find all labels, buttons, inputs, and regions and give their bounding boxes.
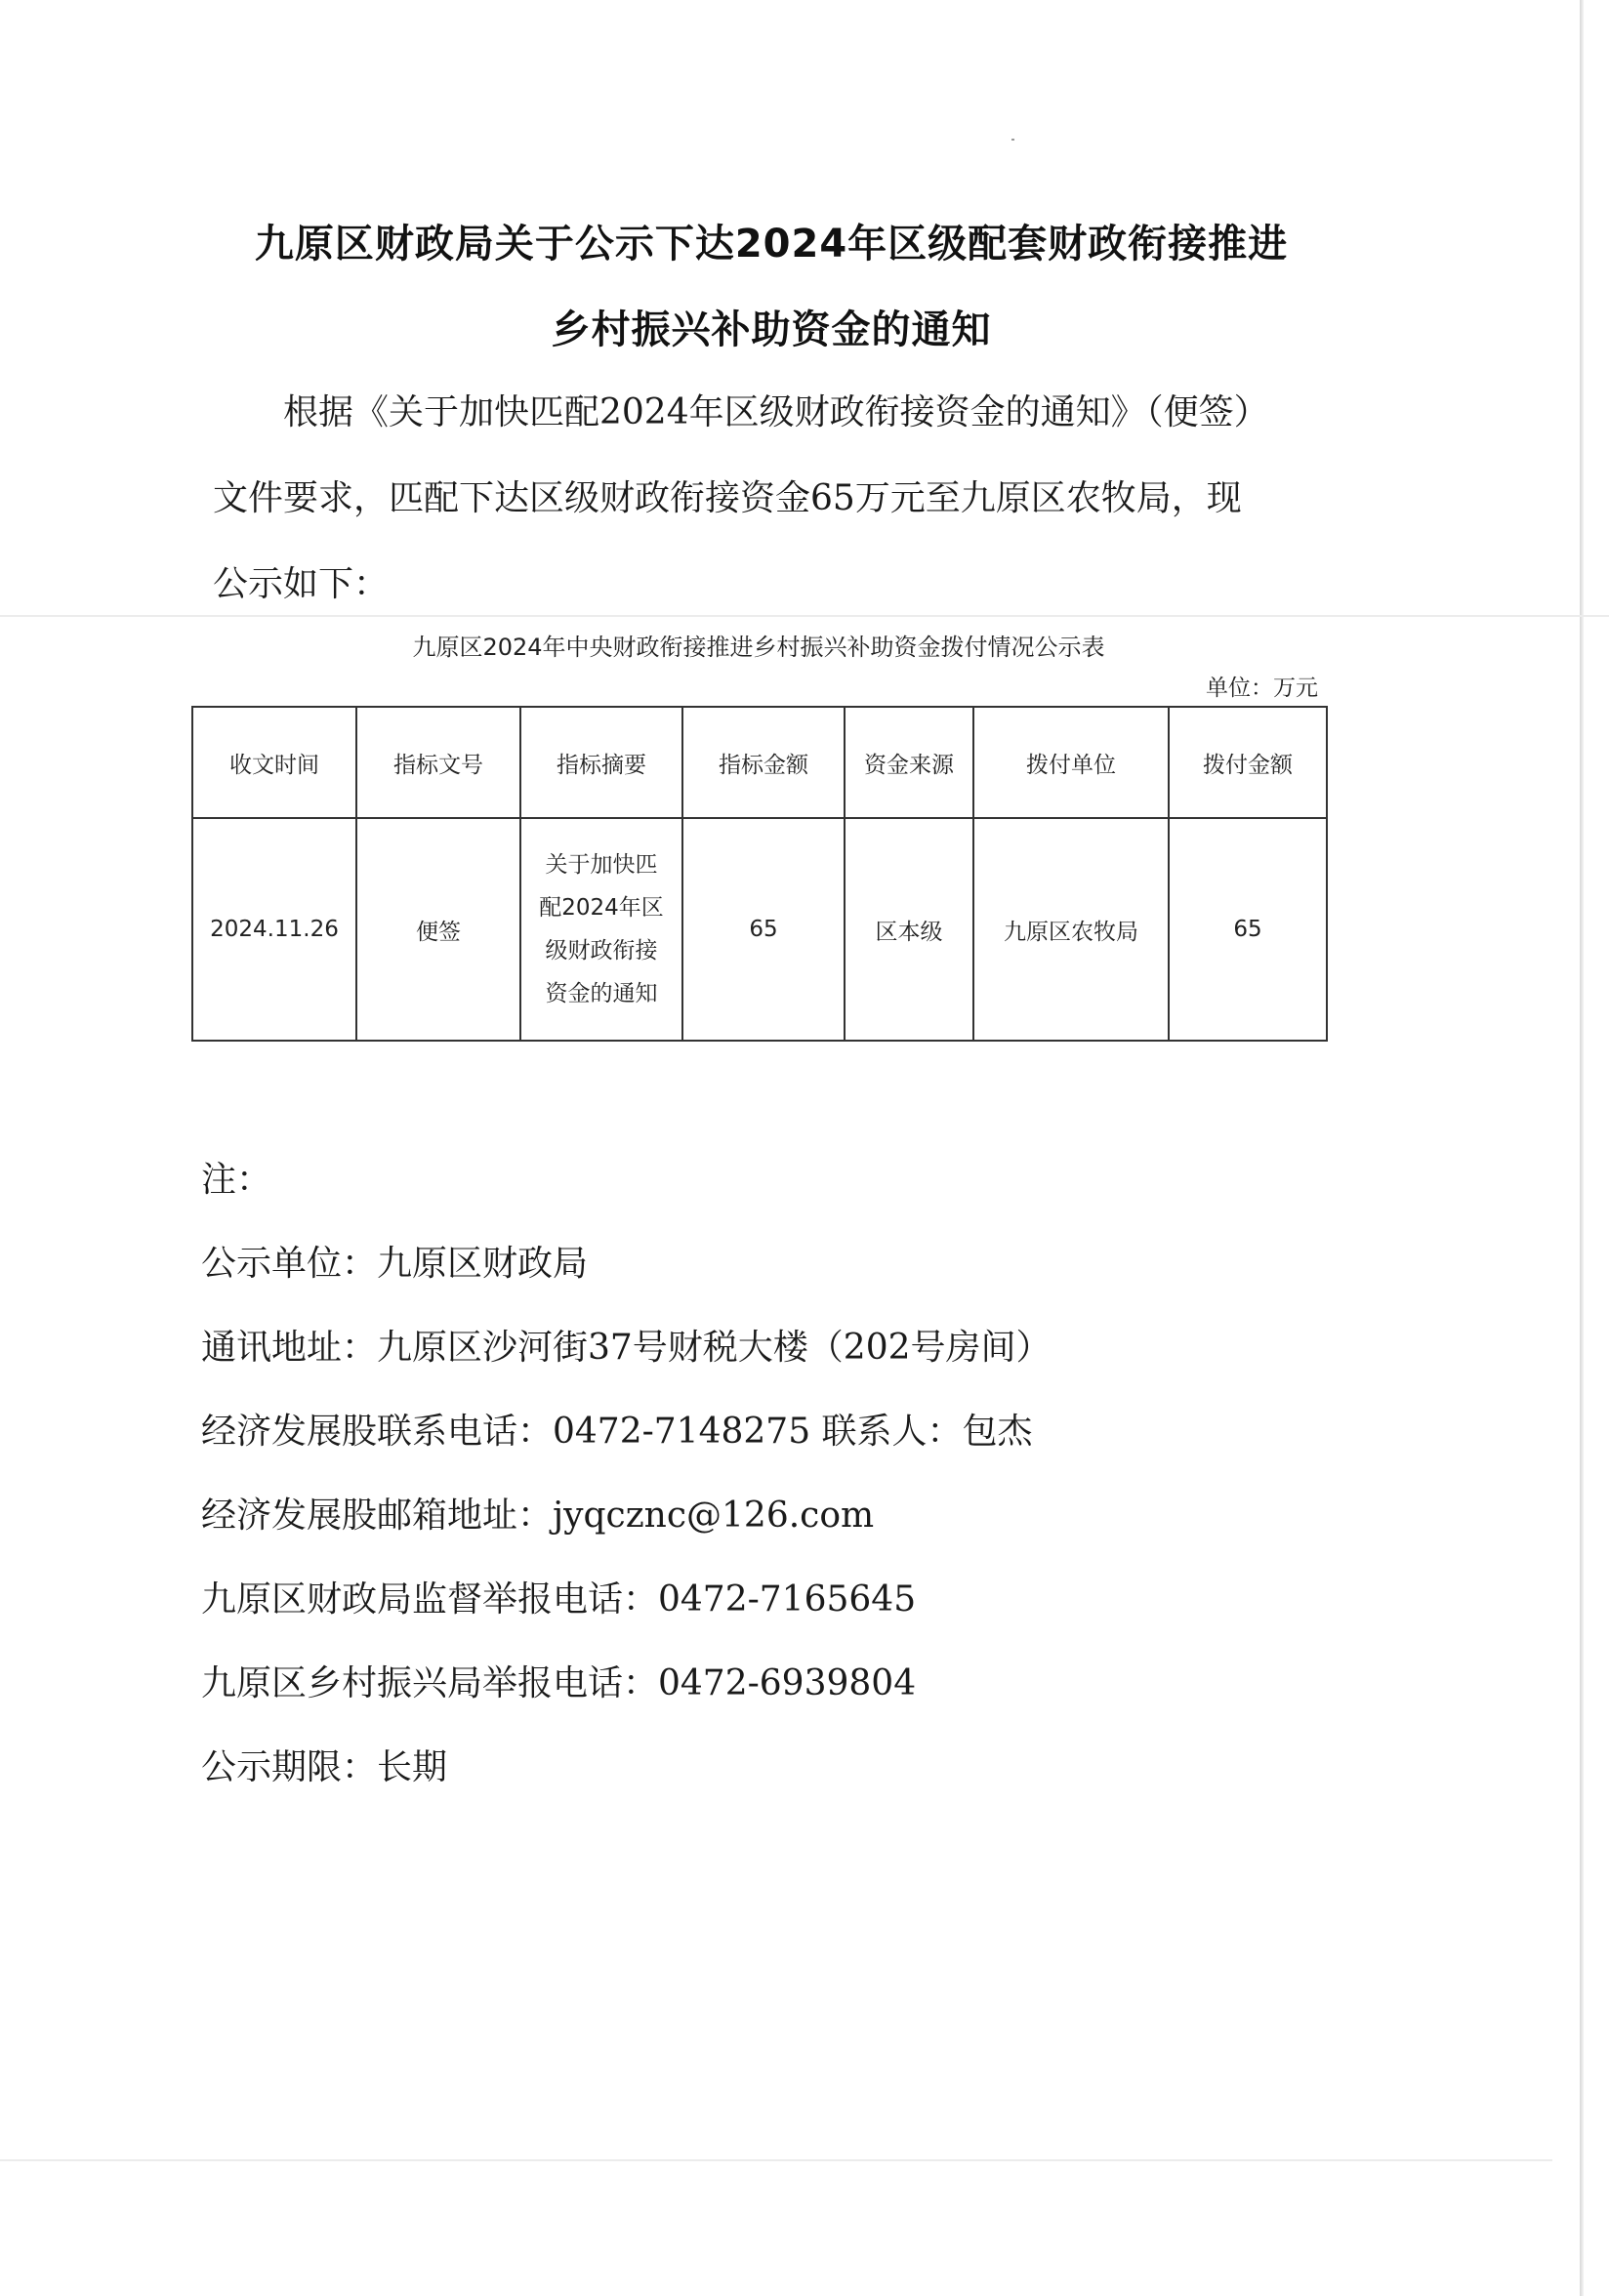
header-recipient: 拨付单位 <box>973 707 1169 818</box>
notes-email: 经济发展股邮箱地址：jyqcznc@126.com <box>201 1496 875 1536</box>
body-paragraph-line2: 文件要求，匹配下达区级财政衔接资金65万元至九原区农牧局，现 <box>213 478 1242 518</box>
notes-rural-hotline: 九原区乡村振兴局举报电话：0472-6939804 <box>201 1663 917 1703</box>
table-row <box>192 818 1327 1041</box>
summary-line: 级财政衔接 <box>545 938 658 964</box>
header-fund-source: 资金来源 <box>845 707 973 818</box>
summary-line: 关于加快匹 <box>545 852 658 878</box>
cell-summary <box>520 818 682 1041</box>
body-paragraph-line3: 公示如下： <box>213 564 390 604</box>
document-title-line1: 九原区财政局关于公示下达2024年区级配套财政衔接推进 <box>254 222 1289 266</box>
scan-speck <box>1011 139 1014 141</box>
header-document-number: 指标文号 <box>356 707 520 818</box>
notes-publisher: 公示单位：九原区财政局 <box>201 1244 589 1284</box>
allocation-table <box>191 706 1328 1042</box>
table-caption: 九原区2024年中央财政衔接推进乡村振兴补助资金拨付情况公示表 <box>412 634 1105 661</box>
cell-recipient: 九原区农牧局 <box>973 818 1169 1041</box>
cell-paid-amount: 65 <box>1169 818 1327 1041</box>
notes-label: 注： <box>201 1160 272 1200</box>
cell-amount: 65 <box>682 818 845 1041</box>
notes-finance-hotline: 九原区财政局监督举报电话：0472-7165645 <box>201 1579 917 1620</box>
cell-receive-date: 2024.11.26 <box>192 818 356 1041</box>
summary-line: 资金的通知 <box>545 981 658 1006</box>
notes-period: 公示期限：长期 <box>201 1747 448 1787</box>
header-paid-amount: 拨付金额 <box>1169 707 1327 818</box>
scan-edge-shadow <box>1580 0 1584 2296</box>
summary-line: 配2024年区 <box>539 895 664 921</box>
body-paragraph-line1: 根据《关于加快匹配2024年区级财政衔接资金的通知》（便签） <box>283 392 1269 432</box>
cell-fund-source: 区本级 <box>845 818 973 1041</box>
table-header-row <box>192 707 1327 818</box>
document-title-line2: 乡村振兴补助资金的通知 <box>551 308 992 352</box>
cell-document-number: 便签 <box>356 818 520 1041</box>
scan-line-top <box>0 615 1609 617</box>
header-amount: 指标金额 <box>682 707 845 818</box>
header-receive-date: 收文时间 <box>192 707 356 818</box>
scan-line-bottom <box>0 2159 1552 2161</box>
notes-address: 通讯地址：九原区沙河街37号财税大楼（202号房间） <box>201 1328 1052 1368</box>
notes-contact-phone: 经济发展股联系电话：0472-7148275 联系人：包杰 <box>201 1412 1033 1452</box>
header-summary: 指标摘要 <box>520 707 682 818</box>
table-unit-label: 单位：万元 <box>1206 676 1318 701</box>
